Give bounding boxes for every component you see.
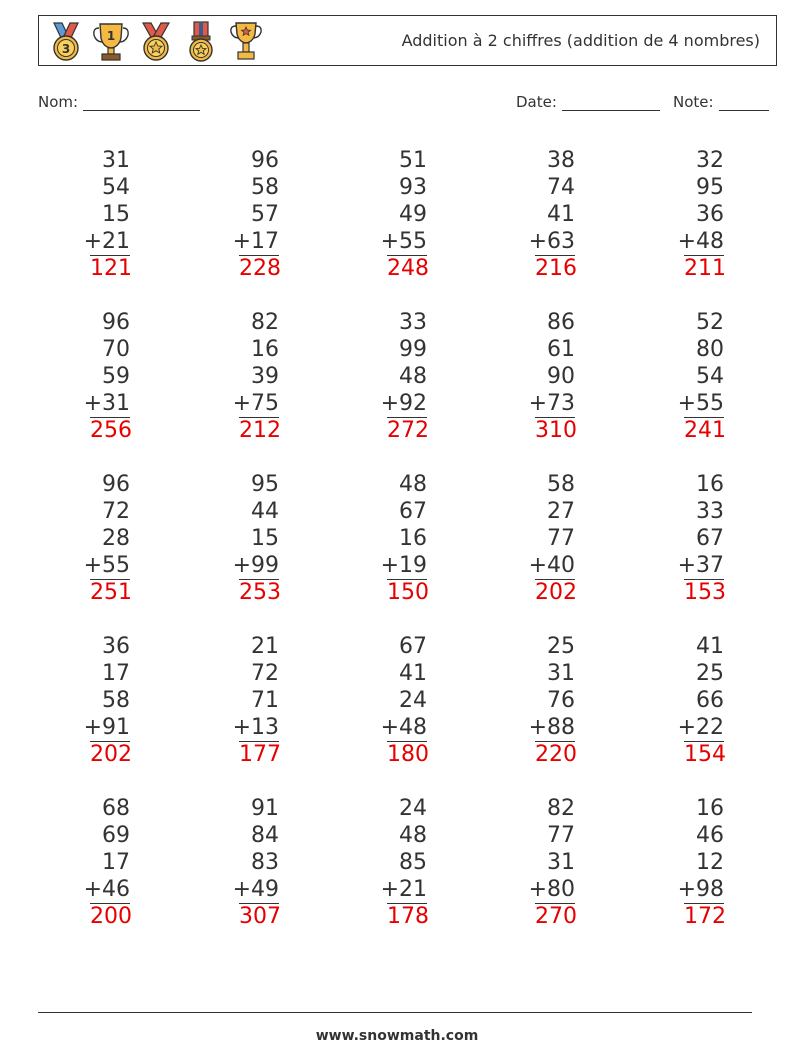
addend: 21: [251, 634, 279, 659]
answer: 153: [684, 580, 726, 605]
addend: 33: [696, 499, 724, 524]
answer: 172: [684, 904, 726, 929]
addend: 80: [696, 337, 724, 362]
addend: 41: [696, 634, 724, 659]
answer: 220: [535, 742, 577, 767]
answer: 310: [535, 418, 577, 443]
award-icons: [45, 20, 270, 64]
answer: 253: [239, 580, 281, 605]
answer: 180: [387, 742, 429, 767]
addition-problem: [335, 471, 427, 606]
answer: 200: [90, 904, 132, 929]
addend: 83: [251, 850, 279, 875]
addend: 17: [102, 850, 130, 875]
addend: +48: [380, 715, 427, 740]
addend: 96: [251, 148, 279, 173]
addend: 95: [251, 472, 279, 497]
addend: 44: [251, 499, 279, 524]
addend: 24: [399, 796, 427, 821]
addend: 91: [251, 796, 279, 821]
addend: +17: [232, 229, 279, 254]
addend: +99: [232, 553, 279, 578]
addend: 61: [547, 337, 575, 362]
addend: 74: [547, 175, 575, 200]
addend: +48: [677, 229, 724, 254]
addend: +21: [380, 877, 427, 902]
addend: +91: [83, 715, 130, 740]
addend: 31: [547, 661, 575, 686]
footer-divider: [38, 1012, 752, 1013]
date-field[interactable]: [516, 93, 660, 111]
addition-problem: [38, 309, 130, 444]
answer: 272: [387, 418, 429, 443]
addend: 72: [251, 661, 279, 686]
addend: 41: [547, 202, 575, 227]
answer: 228: [239, 256, 281, 281]
addend: 54: [696, 364, 724, 389]
answer: 256: [90, 418, 132, 443]
addition-problem: [483, 795, 575, 930]
addend: +75: [232, 391, 279, 416]
addend: 31: [102, 148, 130, 173]
addend: 15: [102, 202, 130, 227]
date-line[interactable]: [562, 94, 660, 111]
addend: 67: [399, 499, 427, 524]
addend: 69: [102, 823, 130, 848]
addend: 82: [547, 796, 575, 821]
addition-problem: [335, 795, 427, 930]
addend: 31: [547, 850, 575, 875]
addend: 85: [399, 850, 427, 875]
addend: 28: [102, 526, 130, 551]
addition-problem: [483, 147, 575, 282]
addition-problem: [483, 633, 575, 768]
addend: 49: [399, 202, 427, 227]
svg-text:3: 3: [61, 42, 71, 56]
addend: 68: [102, 796, 130, 821]
answer: 270: [535, 904, 577, 929]
addend: 66: [696, 688, 724, 713]
score-label: Note:: [673, 93, 714, 111]
trophy-1-icon: [90, 20, 132, 64]
addition-problem: [632, 147, 724, 282]
medal-star-icon: [135, 20, 177, 64]
addition-problem: [335, 147, 427, 282]
answer: 121: [90, 256, 132, 281]
addend: 16: [696, 472, 724, 497]
addend: 76: [547, 688, 575, 713]
addend: 33: [399, 310, 427, 335]
addend: 77: [547, 823, 575, 848]
addition-problem: [483, 309, 575, 444]
addition-problem: [187, 795, 279, 930]
answer: 150: [387, 580, 429, 605]
addend: 95: [696, 175, 724, 200]
addition-problem: [632, 795, 724, 930]
addend: 59: [102, 364, 130, 389]
addend: 77: [547, 526, 575, 551]
medal-3-icon: [45, 20, 87, 64]
addend: 41: [399, 661, 427, 686]
answer: 307: [239, 904, 281, 929]
addend: +46: [83, 877, 130, 902]
addend: +73: [528, 391, 575, 416]
addition-problem: [187, 309, 279, 444]
answer: 177: [239, 742, 281, 767]
addend: +80: [528, 877, 575, 902]
addend: +98: [677, 877, 724, 902]
addend: 25: [696, 661, 724, 686]
addend: 27: [547, 499, 575, 524]
addend: 15: [251, 526, 279, 551]
addend: +21: [83, 229, 130, 254]
svg-text:1: 1: [106, 29, 116, 43]
addend: 38: [547, 148, 575, 173]
addend: +92: [380, 391, 427, 416]
answer: 241: [684, 418, 726, 443]
addend: 67: [696, 526, 724, 551]
addend: +49: [232, 877, 279, 902]
addend: 67: [399, 634, 427, 659]
addition-problem: [335, 309, 427, 444]
addend: +55: [677, 391, 724, 416]
addend: 99: [399, 337, 427, 362]
addend: 16: [251, 337, 279, 362]
answer: 211: [684, 256, 726, 281]
addend: +63: [528, 229, 575, 254]
addend: 12: [696, 850, 724, 875]
addend: +88: [528, 715, 575, 740]
addend: 58: [547, 472, 575, 497]
addend: 96: [102, 472, 130, 497]
addend: 70: [102, 337, 130, 362]
name-line[interactable]: [83, 94, 200, 111]
addend: 39: [251, 364, 279, 389]
addend: 54: [102, 175, 130, 200]
addend: 48: [399, 823, 427, 848]
addend: 24: [399, 688, 427, 713]
addend: 32: [696, 148, 724, 173]
addend: 93: [399, 175, 427, 200]
addend: +31: [83, 391, 130, 416]
addition-problem: [38, 147, 130, 282]
addend: 36: [696, 202, 724, 227]
addition-problem: [632, 309, 724, 444]
answer: 154: [684, 742, 726, 767]
addend: +55: [83, 553, 130, 578]
answer: 212: [239, 418, 281, 443]
addend: +37: [677, 553, 724, 578]
addition-problem: [632, 471, 724, 606]
addend: 36: [102, 634, 130, 659]
addition-problem: [38, 633, 130, 768]
answer: 216: [535, 256, 577, 281]
ribbon-medal-icon: [180, 20, 222, 64]
addition-problem: [632, 633, 724, 768]
addend: 58: [102, 688, 130, 713]
addend: 46: [696, 823, 724, 848]
addition-problem: [38, 471, 130, 606]
addition-problem: [38, 795, 130, 930]
score-field[interactable]: [673, 93, 769, 111]
addend: +55: [380, 229, 427, 254]
addend: +13: [232, 715, 279, 740]
name-label: Nom:: [38, 93, 79, 111]
answer: 202: [535, 580, 577, 605]
addend: 90: [547, 364, 575, 389]
name-field[interactable]: [38, 93, 200, 111]
answer: 202: [90, 742, 132, 767]
addition-problem: [187, 471, 279, 606]
addend: 82: [251, 310, 279, 335]
addend: 17: [102, 661, 130, 686]
addend: 84: [251, 823, 279, 848]
addition-problem: [335, 633, 427, 768]
addend: 52: [696, 310, 724, 335]
answer: 251: [90, 580, 132, 605]
worksheet-header: [38, 15, 777, 66]
answer: 248: [387, 256, 429, 281]
addend: 72: [102, 499, 130, 524]
addition-problem: [483, 471, 575, 606]
addend: +19: [380, 553, 427, 578]
addition-problem: [187, 147, 279, 282]
addend: 25: [547, 634, 575, 659]
addend: +22: [677, 715, 724, 740]
date-label: Date:: [516, 93, 557, 111]
trophy-cup-icon: [225, 20, 267, 64]
addend: 96: [102, 310, 130, 335]
worksheet-title: Addition à 2 chiffres (addition de 4 nombres): [401, 31, 760, 50]
addend: 58: [251, 175, 279, 200]
addend: 16: [696, 796, 724, 821]
addend: 51: [399, 148, 427, 173]
addend: 48: [399, 364, 427, 389]
score-line[interactable]: [719, 94, 769, 111]
addend: 71: [251, 688, 279, 713]
addend: 48: [399, 472, 427, 497]
addend: +40: [528, 553, 575, 578]
footer-site: www.snowmath.com: [315, 1028, 479, 1044]
answer: 178: [387, 904, 429, 929]
addend: 57: [251, 202, 279, 227]
addition-problem: [187, 633, 279, 768]
addend: 86: [547, 310, 575, 335]
addend: 16: [399, 526, 427, 551]
